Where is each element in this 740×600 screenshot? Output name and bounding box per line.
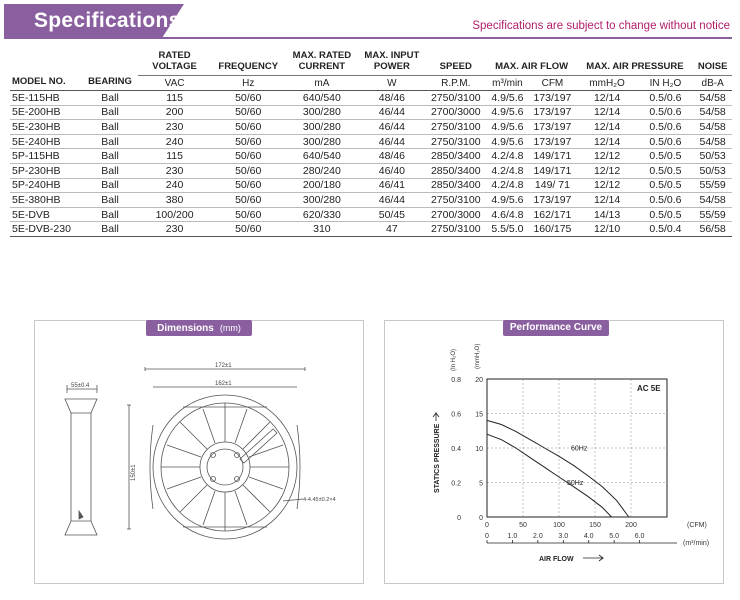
cell-voltage: 115 xyxy=(138,149,212,164)
cell-power: 48/46 xyxy=(359,91,425,106)
cell-pressure-in: 0.5/0.6 xyxy=(638,120,694,135)
cell-noise: 50/53 xyxy=(693,149,732,164)
series-line-50hz xyxy=(487,434,612,517)
cell-noise: 54/58 xyxy=(693,91,732,106)
cell-bearing: Ball xyxy=(83,178,138,193)
cell-noise: 54/58 xyxy=(693,105,732,120)
header-airflow: MAX. AIR FLOW xyxy=(487,44,577,76)
x-m3-tick: 5.0 xyxy=(609,533,620,540)
series-label-60hz: 60Hz xyxy=(571,445,588,453)
y-right-tick: 0 xyxy=(479,515,483,522)
cell-voltage: 230 xyxy=(138,120,212,135)
cell-pressure-mm: 12/10 xyxy=(577,222,638,237)
cell-speed: 2750/3100 xyxy=(425,91,487,106)
header-frequency: FREQUENCY xyxy=(212,44,285,76)
cell-voltage: 100/200 xyxy=(138,207,212,222)
x-m3-tick: 4.0 xyxy=(583,533,594,540)
cell-current: 640/540 xyxy=(285,149,359,164)
cell-power: 46/40 xyxy=(359,163,425,178)
dim-depth-label: 55±0.4 xyxy=(71,383,90,389)
dimensions-title: Dimensions xyxy=(157,323,214,334)
cell-airflow-m3: 4.2/4.8 xyxy=(487,149,529,164)
cell-airflow-m3: 4.9/5.6 xyxy=(487,193,529,208)
cell-bearing: Ball xyxy=(83,163,138,178)
table-row xyxy=(10,149,732,164)
cell-airflow-m3: 4.2/4.8 xyxy=(487,163,529,178)
header-current: MAX. RATED CURRENT xyxy=(285,44,359,76)
unit-dba: dB-A xyxy=(693,76,732,91)
banner-underline xyxy=(4,37,732,39)
cell-frequency: 50/60 xyxy=(212,178,285,193)
y-left-tick: 0.6 xyxy=(451,411,461,419)
unit-mmh2o: mmH₂O xyxy=(577,76,638,91)
performance-panel xyxy=(384,320,724,584)
cell-bearing: Ball xyxy=(83,222,138,237)
cell-model: 5E-DVB-230 xyxy=(10,222,83,237)
cell-model: 5P-115HB xyxy=(10,149,83,164)
x-cfm-tick: 200 xyxy=(625,522,637,529)
table-row xyxy=(10,163,732,178)
cell-speed: 2850/3400 xyxy=(425,149,487,164)
cell-airflow-m3: 4.9/5.6 xyxy=(487,134,529,149)
header-noise: NOISE xyxy=(693,44,732,76)
specifications-banner xyxy=(4,4,184,38)
cell-voltage: 240 xyxy=(138,134,212,149)
x-m3-tick: 3.0 xyxy=(558,533,569,540)
cell-airflow-cfm: 173/197 xyxy=(528,134,576,149)
cell-noise: 54/58 xyxy=(693,120,732,135)
unit-hz: Hz xyxy=(212,76,285,91)
cell-airflow-m3: 5.5/5.0 xyxy=(487,222,529,237)
cell-noise: 54/58 xyxy=(693,134,732,149)
banner-title: Specifications xyxy=(34,9,181,32)
cell-pressure-in: 0.5/0.5 xyxy=(638,149,694,164)
cell-pressure-in: 0.5/0.6 xyxy=(638,193,694,208)
y-right-unit: (mmH₂O) xyxy=(475,343,481,369)
table-row xyxy=(10,178,732,193)
cell-pressure-in: 0.5/0.6 xyxy=(638,134,694,149)
cell-airflow-cfm: 173/197 xyxy=(528,120,576,135)
x-cfm-tick: 100 xyxy=(553,522,565,529)
y-left-tick: 0 xyxy=(457,515,461,522)
cell-speed: 2750/3100 xyxy=(425,222,487,237)
y-right-tick: 5 xyxy=(479,480,483,488)
cell-pressure-mm: 12/14 xyxy=(577,134,638,149)
cell-pressure-mm: 12/14 xyxy=(577,193,638,208)
cell-bearing: Ball xyxy=(83,134,138,149)
cell-airflow-m3: 4.9/5.6 xyxy=(487,105,529,120)
table-row xyxy=(10,193,732,208)
cell-pressure-mm: 12/14 xyxy=(577,105,638,120)
cell-model: 5E-380HB xyxy=(10,193,83,208)
cell-model: 5E-DVB xyxy=(10,207,83,222)
cell-current: 300/280 xyxy=(285,193,359,208)
series-label-50hz: 50Hz xyxy=(567,479,584,487)
cell-power: 48/46 xyxy=(359,149,425,164)
cell-noise: 55/59 xyxy=(693,178,732,193)
cell-frequency: 50/60 xyxy=(212,91,285,106)
table-row xyxy=(10,207,732,222)
cell-current: 310 xyxy=(285,222,359,237)
cell-speed: 2750/3100 xyxy=(425,120,487,135)
y-right-tick: 10 xyxy=(475,446,483,453)
x-m3-tick: 6.0 xyxy=(634,533,645,540)
cell-pressure-mm: 12/12 xyxy=(577,163,638,178)
x-axis-label: AIR FLOW xyxy=(539,556,574,563)
cell-airflow-cfm: 149/ 71 xyxy=(528,178,576,193)
cell-power: 50/45 xyxy=(359,207,425,222)
cell-frequency: 50/60 xyxy=(212,163,285,178)
cell-speed: 2700/3000 xyxy=(425,207,487,222)
fan-drawing xyxy=(35,321,363,583)
dimensions-unit: (mm) xyxy=(219,323,241,333)
cell-current: 200/180 xyxy=(285,178,359,193)
cell-pressure-in: 0.5/0.6 xyxy=(638,91,694,106)
cell-noise: 55/59 xyxy=(693,207,732,222)
cell-frequency: 50/60 xyxy=(212,222,285,237)
x-m3-unit: (m³/min) xyxy=(683,540,710,547)
chart-model-label: AC 5E xyxy=(637,384,661,393)
cell-voltage: 380 xyxy=(138,193,212,208)
header-speed: SPEED xyxy=(425,44,487,76)
cell-model: 5E-115HB xyxy=(10,91,83,106)
cell-airflow-cfm: 173/197 xyxy=(528,193,576,208)
cell-speed: 2700/3000 xyxy=(425,105,487,120)
cell-pressure-in: 0.5/0.5 xyxy=(638,163,694,178)
cell-power: 46/44 xyxy=(359,105,425,120)
cell-model: 5P-240HB xyxy=(10,178,83,193)
table-row xyxy=(10,134,732,149)
cell-airflow-m3: 4.9/5.6 xyxy=(487,120,529,135)
table-row xyxy=(10,222,732,237)
cell-current: 300/280 xyxy=(285,134,359,149)
cell-bearing: Ball xyxy=(83,193,138,208)
cell-pressure-mm: 12/12 xyxy=(577,178,638,193)
table-row xyxy=(10,91,732,106)
cell-pressure-mm: 12/14 xyxy=(577,120,638,135)
unit-rpm: R.P.M. xyxy=(425,76,487,91)
cell-frequency: 50/60 xyxy=(212,193,285,208)
cell-airflow-m3: 4.6/4.8 xyxy=(487,207,529,222)
cell-airflow-m3: 4.2/4.8 xyxy=(487,178,529,193)
cell-airflow-cfm: 149/171 xyxy=(528,163,576,178)
cell-model: 5E-240HB xyxy=(10,134,83,149)
cell-airflow-cfm: 173/197 xyxy=(528,105,576,120)
y-left-tick: 0.4 xyxy=(451,446,461,453)
fan-side-view xyxy=(65,385,97,535)
cell-current: 280/240 xyxy=(285,163,359,178)
header-bearing: BEARING xyxy=(83,44,138,91)
cell-noise: 56/58 xyxy=(693,222,732,237)
x-cfm-tick: 150 xyxy=(589,522,601,529)
cell-noise: 54/58 xyxy=(693,193,732,208)
cell-current: 300/280 xyxy=(285,105,359,120)
dimensions-panel xyxy=(34,320,364,584)
y-axis-label: STATICS PRESSURE xyxy=(434,423,441,493)
performance-chart xyxy=(385,321,723,583)
cell-frequency: 50/60 xyxy=(212,207,285,222)
cell-pressure-mm: 12/14 xyxy=(577,91,638,106)
cell-model: 5P-230HB xyxy=(10,163,83,178)
cell-model: 5E-230HB xyxy=(10,120,83,135)
unit-inh2o: IN H₂O xyxy=(638,76,694,91)
cell-airflow-cfm: 160/175 xyxy=(528,222,576,237)
cell-bearing: Ball xyxy=(83,207,138,222)
table-row xyxy=(10,105,732,120)
header-power: MAX. INPUT POWER xyxy=(359,44,425,76)
cell-speed: 2750/3100 xyxy=(425,134,487,149)
cell-voltage: 200 xyxy=(138,105,212,120)
y-axis-arrow-icon xyxy=(433,413,439,421)
cell-bearing: Ball xyxy=(83,91,138,106)
cell-pressure-in: 0.5/0.5 xyxy=(638,207,694,222)
unit-cfm: CFM xyxy=(528,76,576,91)
cell-bearing: Ball xyxy=(83,149,138,164)
fan-front-view xyxy=(127,367,305,539)
cell-frequency: 50/60 xyxy=(212,149,285,164)
cell-noise: 50/53 xyxy=(693,163,732,178)
cell-frequency: 50/60 xyxy=(212,120,285,135)
spec-notice: Specifications are subject to change without notice xyxy=(472,20,730,32)
cell-current: 620/330 xyxy=(285,207,359,222)
unit-m3min: m³/min xyxy=(487,76,529,91)
cell-pressure-mm: 14/13 xyxy=(577,207,638,222)
cell-frequency: 50/60 xyxy=(212,105,285,120)
cell-current: 300/280 xyxy=(285,120,359,135)
cell-power: 47 xyxy=(359,222,425,237)
cell-voltage: 115 xyxy=(138,91,212,106)
cell-power: 46/44 xyxy=(359,134,425,149)
dim-hole-label: 4-4.45±0.2×4 xyxy=(303,497,336,503)
series-line-60hz xyxy=(487,420,629,517)
cell-airflow-cfm: 173/197 xyxy=(528,91,576,106)
dim-height-label: 150±1 xyxy=(131,464,137,481)
cell-pressure-mm: 12/12 xyxy=(577,149,638,164)
x-cfm-tick: 0 xyxy=(485,522,489,529)
cell-frequency: 50/60 xyxy=(212,134,285,149)
cell-power: 46/44 xyxy=(359,193,425,208)
cell-speed: 2750/3100 xyxy=(425,193,487,208)
header-model: MODEL NO. xyxy=(10,44,83,91)
table-row xyxy=(10,120,732,135)
unit-ma: mA xyxy=(285,76,359,91)
cell-speed: 2850/3400 xyxy=(425,163,487,178)
spec-table-body xyxy=(10,91,732,237)
cell-bearing: Ball xyxy=(83,105,138,120)
header-voltage: RATED VOLTAGE xyxy=(138,44,212,76)
specifications-table xyxy=(10,44,732,237)
cell-voltage: 240 xyxy=(138,178,212,193)
y-left-tick: 0.8 xyxy=(451,377,461,384)
dim-bolt-label: 162±1 xyxy=(215,381,232,387)
cell-airflow-cfm: 149/171 xyxy=(528,149,576,164)
cell-airflow-cfm: 162/171 xyxy=(528,207,576,222)
y-right-tick: 15 xyxy=(475,411,483,419)
cell-voltage: 230 xyxy=(138,163,212,178)
cell-speed: 2850/3400 xyxy=(425,178,487,193)
x-m3-tick: 1.0 xyxy=(507,533,518,540)
header-pressure: MAX. AIR PRESSURE xyxy=(577,44,694,76)
unit-w: W xyxy=(359,76,425,91)
cell-power: 46/44 xyxy=(359,120,425,135)
cell-current: 640/540 xyxy=(285,91,359,106)
y-left-tick: 0.2 xyxy=(451,480,461,488)
x-axis-arrow-icon xyxy=(583,555,603,561)
performance-title: Performance Curve xyxy=(509,322,603,333)
cell-pressure-in: 0.5/0.4 xyxy=(638,222,694,237)
cell-bearing: Ball xyxy=(83,120,138,135)
x-cfm-unit: (CFM) xyxy=(687,522,707,529)
unit-vac: VAC xyxy=(138,76,212,91)
x-m3-tick: 0 xyxy=(485,533,489,540)
y-right-tick: 20 xyxy=(475,377,483,384)
cell-voltage: 230 xyxy=(138,222,212,237)
x-m3-tick: 2.0 xyxy=(532,533,543,540)
cell-power: 46/41 xyxy=(359,178,425,193)
dim-width-label: 172±1 xyxy=(215,363,232,369)
cell-pressure-in: 0.5/0.6 xyxy=(638,105,694,120)
cell-model: 5E-200HB xyxy=(10,105,83,120)
cell-airflow-m3: 4.9/5.6 xyxy=(487,91,529,106)
y-left-unit: (In H₂O) xyxy=(451,349,457,371)
cell-pressure-in: 0.5/0.5 xyxy=(638,178,694,193)
x-cfm-tick: 50 xyxy=(519,522,527,529)
